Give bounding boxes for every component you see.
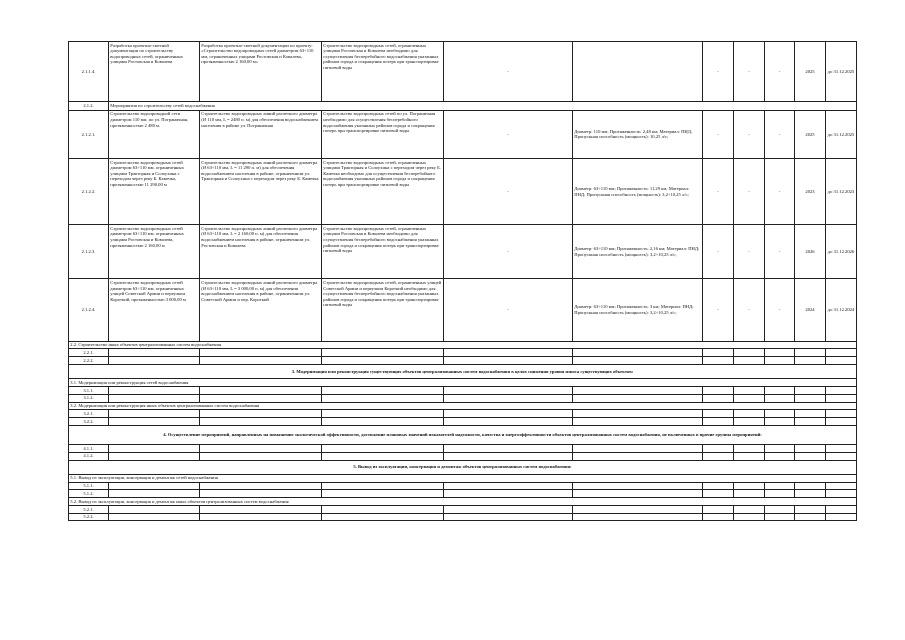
empty-cell: [109, 357, 200, 365]
cell-value: -: [444, 42, 573, 102]
empty-cell: [322, 513, 444, 521]
empty-cell: [573, 394, 703, 402]
empty-cell: [109, 386, 200, 394]
row-number: 2.2.1.: [69, 349, 109, 357]
row-number: 3.2.2.: [69, 418, 109, 426]
empty-cell: [765, 505, 795, 513]
empty-cell: [322, 490, 444, 498]
cell-value: -: [444, 279, 573, 341]
empty-cell: [322, 418, 444, 426]
cell-value: -: [444, 159, 573, 225]
empty-cell: [703, 505, 734, 513]
table-row: [69, 42, 857, 102]
empty-cell: [444, 418, 573, 426]
deadline: до 31.12.2023: [826, 159, 857, 225]
empty-cell: [444, 452, 573, 460]
row-number: 5.1.1.: [69, 482, 109, 490]
cell-value: -: [765, 225, 795, 279]
table-row: [69, 445, 857, 453]
empty-cell: [444, 445, 573, 453]
empty-cell: [109, 482, 200, 490]
empty-cell: [734, 490, 765, 498]
cell-value: -: [703, 225, 734, 279]
empty-cell: [734, 513, 765, 521]
table-row: [69, 279, 857, 341]
empty-cell: [826, 513, 857, 521]
table-row: [69, 349, 857, 357]
table-row: [69, 505, 857, 513]
section-title: 5.2. Вывод из эксплуатации, консервация и демонтаж иных объектов централизованных систем водоснабжения: [69, 498, 857, 506]
empty-cell: [795, 452, 826, 460]
empty-cell: [765, 386, 795, 394]
empty-cell: [444, 513, 573, 521]
section-row: [69, 341, 857, 349]
empty-cell: [795, 394, 826, 402]
empty-cell: [795, 490, 826, 498]
empty-cell: [109, 410, 200, 418]
empty-cell: [200, 452, 322, 460]
empty-cell: [734, 357, 765, 365]
row-number: 2.1.2.2.: [69, 159, 109, 225]
empty-cell: [109, 505, 200, 513]
measure-description: Строительство водопроводных линий расчетного диаметра (Ø 63÷110 мм, L = 11 290 п. м) для обеспечения водоснабжением населения в районе, ограниченном ул. Тракторная и Солоухина с переходом через реку Б. Камечка: [200, 159, 322, 225]
cell-value: -: [765, 110, 795, 158]
empty-cell: [795, 505, 826, 513]
empty-cell: [703, 490, 734, 498]
empty-cell: [826, 482, 857, 490]
section-title: 3.2. Модернизация или реконструкция иных объектов централизованных систем водоснабжения: [69, 402, 857, 410]
empty-cell: [703, 418, 734, 426]
row-number: 4.1.2.: [69, 452, 109, 460]
empty-cell: [734, 410, 765, 418]
empty-cell: [826, 490, 857, 498]
empty-cell: [795, 418, 826, 426]
table-row: [69, 386, 857, 394]
empty-cell: [109, 513, 200, 521]
chapter-title: 5. Вывод из эксплуатации, консервация и демонтаж объектов централизованных систем водоснабжения:: [69, 460, 857, 474]
tech-params: Диаметр: 63÷110 мм; Протяженность: 11,29 км; Материал: ПНД; Пропускная способность (мощность): 3,2÷10,25 л/с;: [573, 159, 703, 225]
empty-cell: [444, 357, 573, 365]
empty-cell: [109, 418, 200, 426]
measure-purpose: Строительство водопроводных сетей, ограниченных улицей Советской Армии и переулком Короткий необходимо для осуществления бесперебойного водоснабжения указанных районов города и сокращения потерь при транспортировке питьевой воды: [322, 279, 444, 341]
empty-cell: [573, 490, 703, 498]
empty-cell: [573, 349, 703, 357]
row-number: 3.1.2.: [69, 394, 109, 402]
empty-cell: [826, 445, 857, 453]
empty-cell: [703, 349, 734, 357]
empty-cell: [444, 349, 573, 357]
empty-cell: [826, 505, 857, 513]
empty-cell: [444, 386, 573, 394]
row-number: 5.2.2.: [69, 513, 109, 521]
section-title: Мероприятия по строительству сетей водоснабжения: [109, 102, 857, 111]
cell-value: -: [703, 159, 734, 225]
empty-cell: [200, 482, 322, 490]
row-number: 2.1.1.4.: [69, 42, 109, 102]
table-row: [69, 490, 857, 498]
empty-cell: [200, 445, 322, 453]
row-number: 2.1.2.: [69, 102, 109, 111]
empty-cell: [444, 394, 573, 402]
empty-cell: [322, 445, 444, 453]
cell-value: -: [765, 159, 795, 225]
empty-cell: [703, 394, 734, 402]
start-year: 2026: [795, 225, 826, 279]
cell-value: -: [444, 110, 573, 158]
empty-cell: [703, 386, 734, 394]
empty-cell: [765, 418, 795, 426]
row-number: 3.2.1.: [69, 410, 109, 418]
section-title: 3.1. Модернизация или реконструкция сетей водоснабжения: [69, 379, 857, 387]
empty-cell: [734, 349, 765, 357]
document-page: [68, 41, 856, 521]
section-row: [69, 402, 857, 410]
tech-params: Диаметр: 110 мм; Протяженность: 2,48 км; Материал: ПНД; Пропускная способность (мощность): 10,25 л/с;: [573, 110, 703, 158]
empty-cell: [795, 410, 826, 418]
table-row: [69, 394, 857, 402]
chapter-row: [69, 364, 857, 378]
empty-cell: [826, 418, 857, 426]
empty-cell: [703, 482, 734, 490]
cell-value: -: [703, 279, 734, 341]
cell-value: -: [703, 42, 734, 102]
empty-cell: [795, 445, 826, 453]
row-number: 4.1.1.: [69, 445, 109, 453]
empty-cell: [826, 394, 857, 402]
empty-cell: [109, 349, 200, 357]
row-number: 3.1.1.: [69, 386, 109, 394]
empty-cell: [573, 482, 703, 490]
empty-cell: [109, 452, 200, 460]
empty-cell: [444, 490, 573, 498]
row-number: 5.2.1.: [69, 505, 109, 513]
row-number: 5.1.2.: [69, 490, 109, 498]
empty-cell: [200, 357, 322, 365]
empty-cell: [703, 410, 734, 418]
empty-cell: [765, 349, 795, 357]
row-number: 2.1.2.4.: [69, 279, 109, 341]
empty-cell: [200, 349, 322, 357]
empty-cell: [573, 418, 703, 426]
empty-cell: [826, 410, 857, 418]
empty-cell: [795, 386, 826, 394]
cell-value: -: [734, 225, 765, 279]
measure-name: Разработка проектно-сметной документации по строительству водопроводных сетей, ограниченных улицами Ростовская и Ковалева: [109, 42, 200, 102]
row-number: 2.2.2.: [69, 357, 109, 365]
start-year: 2023: [795, 159, 826, 225]
empty-cell: [734, 482, 765, 490]
empty-cell: [795, 349, 826, 357]
empty-cell: [573, 513, 703, 521]
empty-cell: [200, 513, 322, 521]
measure-purpose: Строительство водопроводных сетей, ограниченных улицами Тракторная и Солоухина с переходом через реку Б. Камечка необходимо для осуществления бесперебойного водоснабжения указанных районов города и сокращения потерь при транспортировке питьевой воды: [322, 159, 444, 225]
empty-cell: [734, 445, 765, 453]
empty-cell: [734, 505, 765, 513]
measure-description: Строительство водопроводных линий расчетного диаметра (Ø 63÷110 мм, L = 2 160,00 п. м) для обеспечения водоснабжением населения в районе, ограниченном ул. Ростовская и Ковалева: [200, 225, 322, 279]
measure-description: Разработка проектно-сметной документации по проекту: «Строительство водопроводных сетей диаметром 63÷110 мм, ограниченных улицами Ростовская и Ковалева, протяженностью 2 160,00 м»: [200, 42, 322, 102]
empty-cell: [322, 482, 444, 490]
empty-cell: [765, 445, 795, 453]
chapter-row: [69, 460, 857, 474]
empty-cell: [573, 410, 703, 418]
measure-description: Строительство водопроводных линий расчетного диаметра (Ø 63÷110 мм, L = 3 000,00 п. м) для обеспечения водоснабжением населения в районе, ограниченном ул. Советской Армии и пер. Короткий: [200, 279, 322, 341]
chapter-title: 3. Модернизация или реконструкция существующих объектов централизованных систем водоснабжения в целях снижения уровня износа существующих объектов:: [69, 364, 857, 378]
empty-cell: [573, 505, 703, 513]
start-year: 2025: [795, 110, 826, 158]
chapter-title: 4. Осуществление мероприятий, направленных на повышение экологической эффективности, достижение плановых значений показателей надежности, качества и энергоэффективности объектов централизованных систем водоснабжения, не включенных в прочие группы мероприятий:: [69, 425, 857, 444]
empty-cell: [444, 410, 573, 418]
empty-cell: [200, 410, 322, 418]
empty-cell: [322, 452, 444, 460]
section-title: 5.1. Вывод из эксплуатации, консервация и демонтаж сетей водоснабжения: [69, 474, 857, 482]
empty-cell: [109, 394, 200, 402]
measure-purpose: Строительство водопроводных сетей, ограниченных улицами Ростовская и Ковалева необходимо для осуществления бесперебойного водоснабжения указанных районов города и сокращения потерь при транспортировке питьевой воды: [322, 225, 444, 279]
empty-cell: [795, 357, 826, 365]
table-row: [69, 418, 857, 426]
measure-purpose: Строительство водопроводных сетей, ограниченных улицами Ростовская и Ковалева необходимо для осуществления бесперебойного водоснабжения указанных районов города и сокращения потерь при транспортировке питьевой воды: [322, 42, 444, 102]
empty-cell: [573, 357, 703, 365]
empty-cell: [765, 357, 795, 365]
empty-cell: [322, 505, 444, 513]
section-row: [69, 102, 857, 111]
empty-cell: [734, 394, 765, 402]
tech-params: [573, 42, 703, 102]
tech-params: Диаметр: 63÷110 мм; Протяженность: 2,16 км; Материал: ПНД; Пропускная способность (мощность): 3,2÷10,25 л/с;: [573, 225, 703, 279]
measure-name: Строительство водопроводных сетей диаметром 63÷110 мм. ограниченных улицей Советской Армии и переулком Короткий, протяженностью 3 000,00 м: [109, 279, 200, 341]
empty-cell: [200, 394, 322, 402]
cell-value: -: [734, 110, 765, 158]
measure-purpose: Строительство водопроводных сетей по ул. Пограничная необходимо для осуществления бесперебойного водоснабжения указанных районов города и сокращения потерь при транспортировке питьевой воды: [322, 110, 444, 158]
deadline: до 31.12.2024: [826, 279, 857, 341]
table-row: [69, 482, 857, 490]
empty-cell: [703, 357, 734, 365]
measure-description: Строительство водопроводных линий расчетного диаметра (Ø 110 мм, L = 2480 п. м) для обеспечения водоснабжением населения в районе ул. Пограничная: [200, 110, 322, 158]
empty-cell: [200, 490, 322, 498]
empty-cell: [703, 513, 734, 521]
table-row: [69, 452, 857, 460]
section-row: [69, 474, 857, 482]
empty-cell: [765, 490, 795, 498]
empty-cell: [765, 513, 795, 521]
table-row: [69, 110, 857, 158]
empty-cell: [765, 410, 795, 418]
cell-value: -: [444, 225, 573, 279]
empty-cell: [765, 394, 795, 402]
cell-value: -: [734, 159, 765, 225]
section-row: [69, 498, 857, 506]
deadline: до 31.12.2025: [826, 110, 857, 158]
table-row: [69, 357, 857, 365]
table-row: [69, 225, 857, 279]
cell-value: -: [734, 279, 765, 341]
empty-cell: [200, 418, 322, 426]
empty-cell: [734, 452, 765, 460]
start-year: 2025: [795, 42, 826, 102]
empty-cell: [109, 445, 200, 453]
chapter-row: [69, 425, 857, 444]
section-row: [69, 379, 857, 387]
cell-value: -: [734, 42, 765, 102]
empty-cell: [734, 386, 765, 394]
measure-name: Строительство водопроводных сетей диаметром 63÷110 мм. ограниченных улицами Тракторная и Солоухина с переходом через реку Б. Камечка, протяженностью 11 290,00 м: [109, 159, 200, 225]
empty-cell: [322, 410, 444, 418]
empty-cell: [795, 482, 826, 490]
measures-table: [68, 41, 857, 521]
empty-cell: [573, 445, 703, 453]
measure-name: Строительство водопроводной сети диаметром 110 мм. по ул. Пограничная, протяженностью 2 480 м.: [109, 110, 200, 158]
tech-params: Диаметр: 63÷110 мм; Протяженность: 3 км; Материал: ПНД; Пропускная способность (мощность): 3,2÷10,25 л/с;: [573, 279, 703, 341]
empty-cell: [322, 349, 444, 357]
empty-cell: [703, 452, 734, 460]
table-row: [69, 159, 857, 225]
deadline: до 31.12.2026: [826, 225, 857, 279]
table-row: [69, 513, 857, 521]
empty-cell: [109, 490, 200, 498]
empty-cell: [826, 349, 857, 357]
empty-cell: [795, 513, 826, 521]
measure-name: Строительство водопроводных сетей диаметром 63÷110 мм. ограниченных улицами Ростовская и Ковалева, протяженностью 2 160,00 м: [109, 225, 200, 279]
cell-value: -: [703, 110, 734, 158]
empty-cell: [322, 357, 444, 365]
row-number: 2.1.2.3.: [69, 225, 109, 279]
empty-cell: [573, 452, 703, 460]
empty-cell: [322, 386, 444, 394]
start-year: 2024: [795, 279, 826, 341]
empty-cell: [734, 418, 765, 426]
cell-value: -: [765, 279, 795, 341]
empty-cell: [200, 386, 322, 394]
table-row: [69, 410, 857, 418]
empty-cell: [322, 394, 444, 402]
empty-cell: [444, 482, 573, 490]
empty-cell: [573, 386, 703, 394]
empty-cell: [444, 505, 573, 513]
empty-cell: [826, 452, 857, 460]
deadline: до 31.12.2025: [826, 42, 857, 102]
section-title: 2.2. Строительство иных объектов централизованных систем водоснабжения: [69, 341, 857, 349]
empty-cell: [765, 452, 795, 460]
empty-cell: [200, 505, 322, 513]
empty-cell: [765, 482, 795, 490]
cell-value: -: [765, 42, 795, 102]
empty-cell: [703, 445, 734, 453]
empty-cell: [826, 386, 857, 394]
empty-cell: [826, 357, 857, 365]
row-number: 2.1.2.1.: [69, 110, 109, 158]
